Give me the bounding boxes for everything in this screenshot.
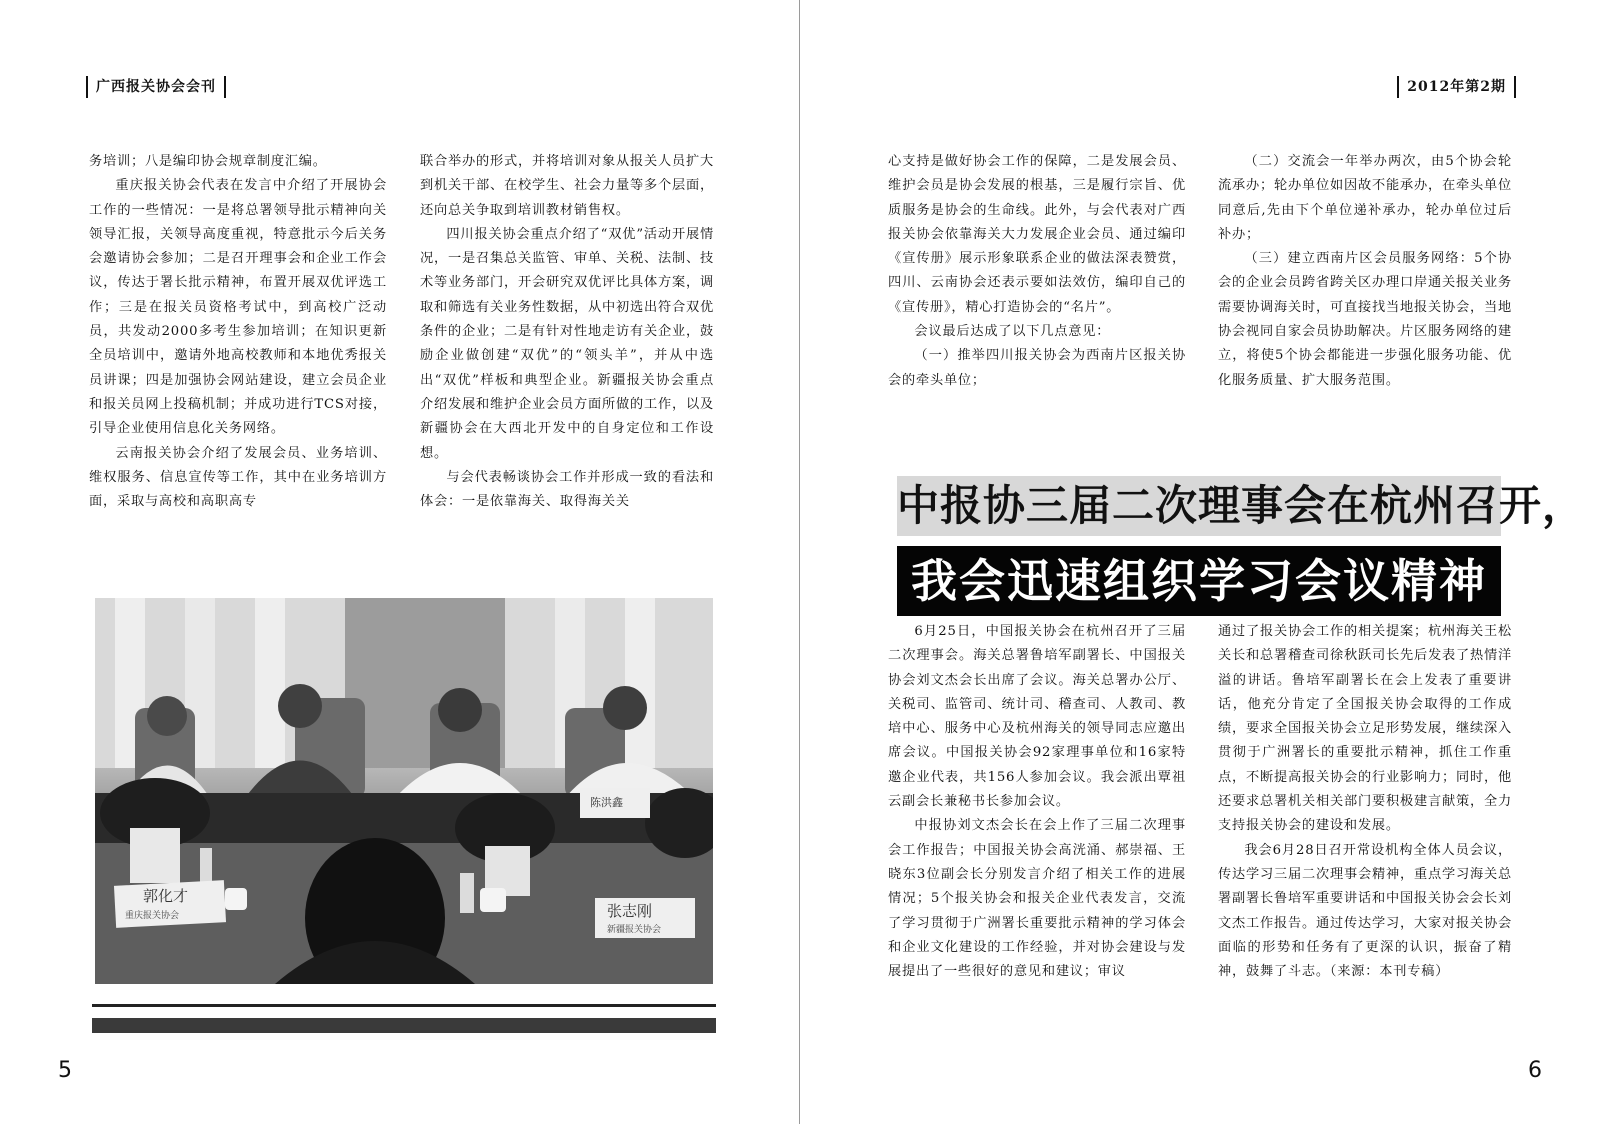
- paragraph: 中报协刘文杰会长在会上作了三届二次理事会工作报告；中国报关协会高洸涌、郝崇福、王晓东3位副会长分别发言介绍了相关工作的进展情况；5个报关协会和报关企业代表发言，交流了学习贯彻于广洲署长重要批示精神的学习体会和企业文化建设的工作经验，并对协会建设与发展提出了一些很好的意见和建议；审议: [888, 818, 1186, 980]
- paragraph: 务培训；八是编印协会规章制度汇编。: [89, 154, 327, 169]
- left-column-2: [420, 150, 714, 514]
- left-column-1: [89, 150, 387, 514]
- name-card-text: 郭化才: [143, 887, 189, 905]
- paragraph: 我会6月28日召开常设机构全体人员会议，传达学习三届二次理事会精神，重点学习海关总署副署长鲁培军重要讲话和中国报关协会会长刘文杰工作报告。通过传达学习，大家对报关协会面临的形势和任务有了更深的认识，振奋了精神，鼓舞了斗志。（来源：本刊专稿）: [1218, 842, 1512, 980]
- divider-rule: [92, 1004, 716, 1007]
- paragraph: 四川报关协会重点介绍了“双优”活动开展情况，一是召集总关监管、审单、关税、法制、技术等业务部门，开会研究双优评比具体方案，调取和筛选有关业务性数据，从中初选出符合双优条件的企业；二是有针对性地走访有关企业，鼓励企业做创建“双优”的“领头羊”，并从中选出“双优”样板和典型企业。新疆报关协会重点介绍发展和维护企业会员方面所做的工作，以及新疆协会在大西北开发中的自身定位和工作设想。: [420, 226, 714, 461]
- name-card-text: 陈洪鑫: [590, 796, 623, 809]
- paragraph: 联合举办的形式，并将培训对象从报关人员扩大到机关干部、在校学生、社会力量等多个层面，还向总关争取到培训教材销售权。: [420, 154, 714, 218]
- paragraph: 与会代表畅谈协会工作并形成一致的看法和体会：一是依靠海关、取得海关关: [420, 469, 714, 510]
- name-card-text: 张志刚: [607, 902, 653, 920]
- paragraph: 云南报关协会介绍了发展会员、业务培训、维权服务、信息宣传等工作，其中在业务培训方面，采取与高校和高职高专: [89, 445, 387, 510]
- page-number: 5: [58, 1058, 72, 1083]
- meeting-photo-illustration: [95, 598, 713, 984]
- divider-bar: [92, 1018, 716, 1033]
- page-number: 6: [1528, 1058, 1542, 1083]
- paragraph: （三）建立西南片区会员服务网络：5个协会的企业会员跨省跨关区办理口岸通关报关业务需要协调海关时，可直接找当地报关协会，当地协会视同自家会员协助解决。片区服务网络的建立，将使5个协会都能进一步强化服务功能、优化服务质量、扩大服务范围。: [1218, 251, 1512, 388]
- right-top-column-2: [1218, 150, 1512, 393]
- paragraph: （二）交流会一年举办两次，由5个协会轮流承办；轮办单位如因故不能承办，在牵头单位同意后,先由下个单位递补承办，轮办单位过后补办；: [1218, 154, 1512, 242]
- article-headline-line-1: 中报协三届二次理事会在杭州召开，: [897, 476, 1501, 536]
- article-column-2: [1218, 620, 1512, 984]
- name-card-text: 重庆报关协会: [125, 911, 180, 921]
- paragraph: （一）推举四川报关协会为西南片区报关协会的牵头单位；: [888, 348, 1186, 388]
- paragraph: 6月25日，中国报关协会在杭州召开了三届二次理事会。海关总署鲁培军副署长、中国报关协会刘文杰会长出席了会议。海关总署办公厅、关税司、监管司、统计司、稽查司、人教司、教培中心、服务中心及杭州海关的领导同志应邀出席会议。中国报关协会92家理事单位和16家特邀企业代表，共156人参加会议。我会派出覃祖云副会长兼秘书长参加会议。: [888, 624, 1186, 810]
- running-head-issue: 2012年第2期: [1397, 76, 1516, 98]
- article-headline-line-2: 我会迅速组织学习会议精神: [897, 546, 1501, 616]
- right-top-column-1: [888, 150, 1186, 393]
- paragraph: 通过了报关协会工作的相关提案；杭州海关王松关长和总署稽查司徐秋跃司长先后发表了热情洋溢的讲话。鲁培军副署长在会上发表了重要讲话，他充分肯定了全国报关协会取得的工作成绩，要求全国报关协会立足形势发展，继续深入贯彻于广洲署长的重要批示精神，抓住工作重点，不断提高报关协会的行业影响力；同时，他还要求总署机关相关部门要积极建言献策，全力支持报关协会的建设和发展。: [1218, 624, 1512, 834]
- name-card-text: 新疆报关协会: [607, 925, 662, 935]
- paragraph: 会议最后达成了以下几点意见：: [914, 324, 1111, 340]
- meeting-photo: [95, 598, 713, 984]
- article-column-1: [888, 620, 1186, 984]
- paragraph: 重庆报关协会代表在发言中介绍了开展协会工作的一些情况：一是将总署领导批示精神向关领导汇报，关领导高度重视，特意批示今后关务会邀请协会参加；二是召开理事会和企业工作会议，传达于署长批示精神，布置开展双优评选工作；三是在报关员资格考试中，到高校广泛动员，共发动2000多考生参加培训；在知识更新全员培训中，邀请外地高校教师和本地优秀报关员讲课；四是加强协会网站建设，建立会员企业和报关员网上投稿机制；并成功进行TCS对接，引导企业使用信息化关务网络。: [89, 178, 387, 437]
- running-head-journal-title: 广西报关协会会刊: [86, 76, 226, 98]
- paragraph: 心支持是做好协会工作的保障，二是发展会员、维护会员是协会发展的根基，三是履行宗旨、优质服务是协会的生命线。此外，与会代表对广西报关协会依靠海关大力发展企业会员、通过编印《宣传册》展示形象联系企业的做法深表赞赏，四川、云南协会还表示要如法效仿，编印自己的《宣传册》，精心打造协会的“名片”。: [888, 154, 1186, 315]
